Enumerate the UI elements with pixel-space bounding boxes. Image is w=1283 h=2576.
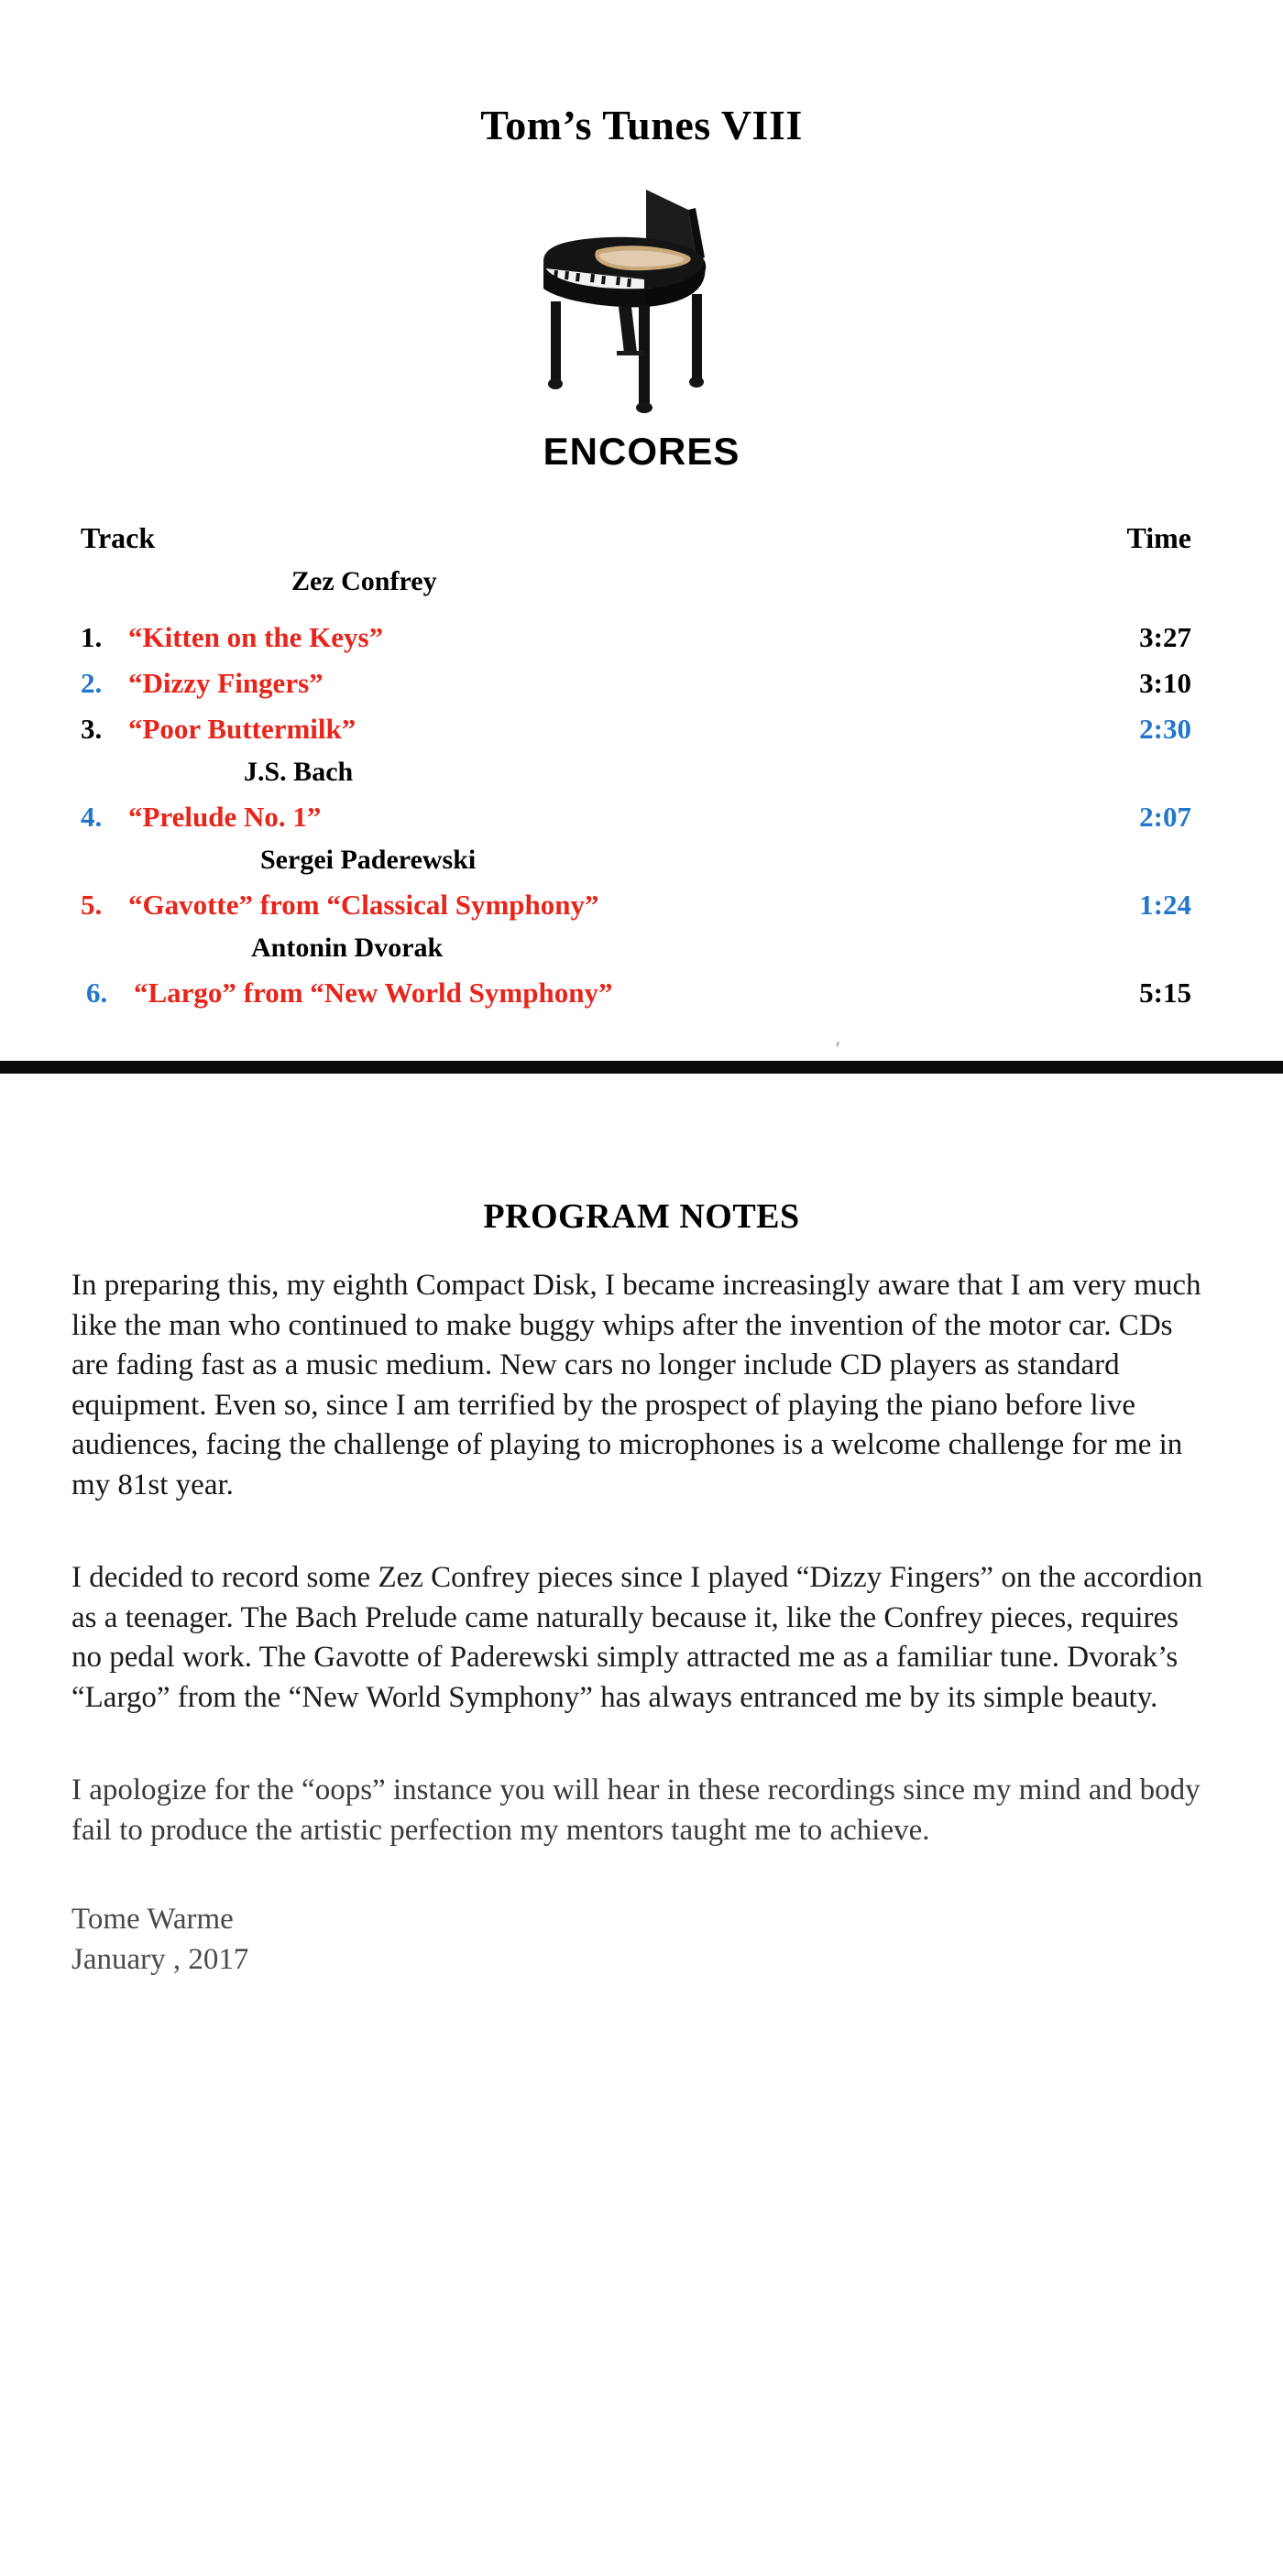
table-row[interactable] — [81, 977, 1191, 1010]
panel-divider — [0, 1037, 1283, 1079]
composer-name: J.S. Bach — [244, 757, 354, 787]
track-number: 2. — [81, 667, 103, 699]
album-title: Tom’s Tunes VIII — [480, 102, 803, 148]
track-title: “Gavotte” from “Classical Symphony” — [128, 889, 599, 921]
track-time: 2:30 — [1139, 713, 1191, 745]
table-row[interactable] — [81, 621, 1191, 654]
track-number: 6. — [86, 977, 108, 1009]
signature-date: January , 2017 — [71, 1942, 249, 1976]
composer-name: Zez Confrey — [291, 566, 437, 596]
table-row[interactable] — [81, 889, 1191, 922]
column-header-track: Track — [81, 521, 156, 554]
program-notes-title: PROGRAM NOTES — [483, 1197, 800, 1236]
track-time: 3:10 — [1139, 667, 1191, 699]
grand-piano-photo-icon — [509, 173, 774, 420]
program-notes-paragraph-3: I apologize for the “oops” instance you will hear in these recordings since my mind and body fail to produce the artistic perfection my mentors taught me to achieve. — [71, 1774, 1201, 1848]
black-divider-bar — [0, 1061, 1283, 1074]
track-time: 5:15 — [1139, 977, 1191, 1009]
table-row[interactable] — [81, 667, 1191, 700]
program-notes-paragraph-2: I decided to record some Zez Confrey pieces since I played “Dizzy Fingers” on the accordion as a teenager. The Bach Prelude came naturally because it, like the Confrey pieces, requires no pedal work. The Gavotte of Paderewski simply attracted me as a familiar tune. Dvorak’s “Largo” from the “New World Symphony” has always entranced me by its simple beauty. — [71, 1561, 1203, 1714]
track-number: 4. — [81, 801, 103, 833]
track-title: “Largo” from “New World Symphony” — [134, 977, 613, 1009]
section-title: ENCORES — [543, 430, 740, 473]
program-notes-paragraph-1: In preparing this, my eighth Compact Disk, I became increasingly aware that I am very much like the man who continued to make buggy whips after the invention of the motor car. CDs are fading fast as a music medium. New cars no longer include CD players as standard equipment. Even so, since I am terrified by the prospect of playing the piano before live audiences, facing the challenge of playing to microphones is a welcome challenge for me in my 81st year. — [71, 1269, 1201, 1501]
track-title: “Dizzy Fingers” — [128, 667, 323, 699]
track-time: 1:24 — [1139, 889, 1191, 921]
track-number: 3. — [81, 713, 103, 745]
divider-mark: ′ — [836, 1037, 840, 1060]
program-notes-panel — [0, 1196, 1283, 1980]
track-title: “Prelude No. 1” — [128, 801, 322, 833]
table-row[interactable] — [81, 801, 1191, 834]
artwork-container — [0, 173, 1283, 420]
track-time: 2:07 — [1139, 801, 1191, 833]
insert-front-panel — [0, 0, 1283, 1079]
signature-block — [71, 1899, 1212, 1980]
track-number: 1. — [81, 621, 103, 653]
table-row[interactable] — [81, 713, 1191, 746]
track-title: “Kitten on the Keys” — [128, 621, 384, 653]
signature-name: Tome Warme — [71, 1902, 234, 1936]
composer-name: Sergei Paderewski — [260, 845, 477, 875]
track-number: 5. — [81, 889, 103, 921]
column-header-time: Time — [1126, 521, 1191, 554]
track-time: 3:27 — [1139, 621, 1191, 653]
tracklist — [81, 566, 1191, 1010]
tracklist-header — [81, 521, 1191, 555]
track-title: “Poor Buttermilk” — [128, 713, 356, 745]
composer-name: Antonin Dvorak — [251, 933, 444, 963]
